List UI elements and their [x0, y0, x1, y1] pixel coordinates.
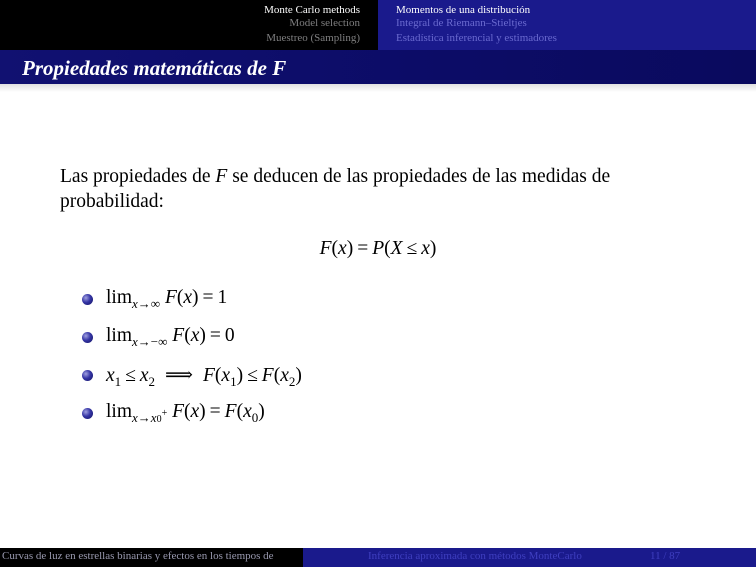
page-number: 11 / 87	[650, 550, 681, 562]
nav-section-monte-carlo[interactable]: Monte Carlo methods	[264, 4, 360, 16]
nav-section-muestreo[interactable]: Muestreo (Sampling)	[266, 32, 360, 44]
bullet-icon	[82, 370, 93, 381]
property-formula: $x_1 \le x_2$ ⟹ $F(x_1) \le F(x_2)$	[106, 365, 302, 389]
intro-text-before: Las propiedades de	[60, 166, 216, 187]
footer-author-box	[0, 548, 303, 567]
property-formula: $\lim_{x\to\infty} F(x) = 1$	[106, 287, 228, 311]
footer-bar	[0, 548, 756, 567]
section-nav	[0, 0, 378, 50]
intro-text-after: se deducen de las propiedades de las medidas de probabilidad:	[60, 166, 611, 212]
nav-subsection-momentos[interactable]: Momentos de una distribución	[396, 4, 531, 16]
nav-subsection-riemann-stieltjes[interactable]: Integral de Riemann–Stieltjes	[396, 17, 527, 29]
footer-title: Inferencia aproximada con métodos MonteCarlo	[368, 550, 582, 562]
bullet-icon	[82, 332, 93, 343]
bullet-icon	[82, 294, 93, 305]
subsection-nav	[378, 0, 756, 50]
title-shadow	[0, 84, 756, 92]
display-equation: F(x) = P(X ≤ x)	[319, 238, 437, 259]
footer-left-text: Curvas de luz en estrellas binarias y efectos en los tiempos de	[2, 550, 274, 562]
frame-title-bar	[0, 50, 756, 84]
nav-subsection-estadistica[interactable]: Estadística inferencial y estimadores	[396, 32, 557, 44]
property-formula: $\lim_{x\to x0^+} F(x) = F(x_0)$	[106, 401, 265, 425]
intro-variable: F	[215, 166, 228, 187]
bullet-icon	[82, 408, 93, 419]
navigation-bar	[0, 0, 756, 50]
nav-section-model-selection[interactable]: Model selection	[289, 17, 360, 29]
property-formula: $\lim_{x\to-\infty} F(x) = 0$	[106, 325, 235, 349]
frame-title: Propiedades matemáticas de F	[22, 56, 287, 80]
intro-paragraph	[60, 164, 700, 214]
